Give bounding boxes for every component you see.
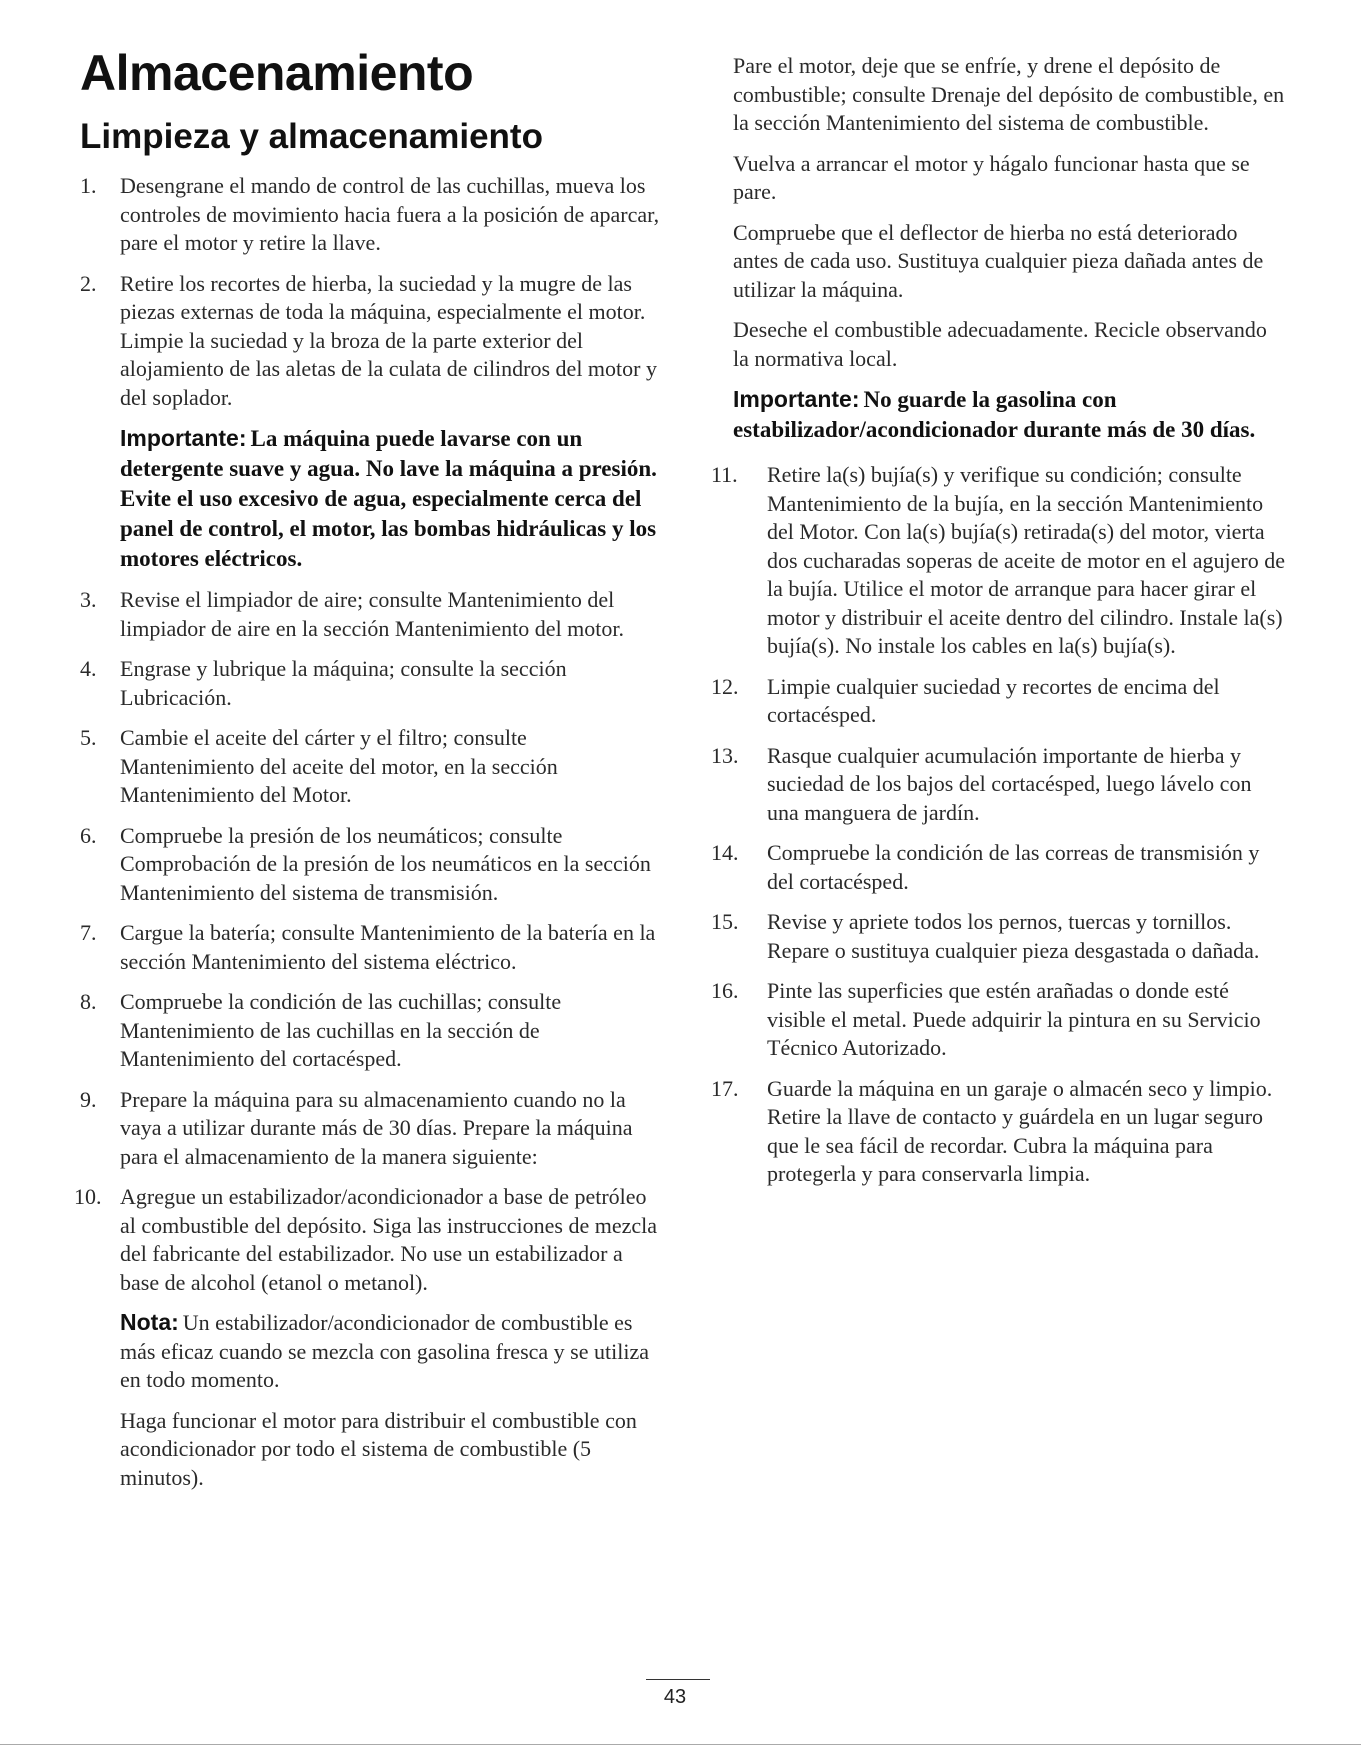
important-note [80, 424, 660, 574]
page-title: Almacenamiento [80, 45, 474, 101]
step-number: 1. [80, 173, 97, 198]
step-text: Agregue un estabilizador/acondicionador a base de petróleo al combustible del depósito. Siga las instrucciones de mezcla del fabricante del estabilizador. No use un estabilizador a base de alcohol (etanol o metanol). [120, 1184, 658, 1295]
step-number: 6. [80, 822, 97, 848]
step-number: 13. [711, 742, 739, 768]
list-item [80, 655, 660, 712]
steps-list-c [711, 461, 1287, 1189]
step-text: Revise y apriete todos los pernos, tuercas y tornillos. Repare o sustituya cualquier pieza desgastada o dañada. [767, 909, 1260, 963]
nota-label: Nota: [120, 1309, 179, 1335]
step-number: 7. [80, 920, 97, 945]
nota-text: Un estabilizador/acondicionador de combustible es más eficaz cuando se mezcla con gasolina fresca y se utiliza en todo momento. [120, 1310, 649, 1392]
left-column [74, 0, 660, 1504]
nota-note [80, 1309, 660, 1395]
list-item [711, 461, 1287, 661]
step-number: 10. [74, 1184, 102, 1209]
section-heading: Limpieza y almacenamiento [80, 117, 543, 156]
step-text: Cargue la batería; consulte Mantenimiento de la batería en la sección Mantenimiento del sistema eléctrico. [120, 920, 656, 974]
step-number: 3. [80, 587, 97, 612]
step-text: Desengrane el mando de control de las cuchillas, mueva los controles de movimiento hacia fuera a la posición de aparcar, pare el motor y retire la llave. [120, 173, 660, 255]
step-text: Guarde la máquina en un garaje o almacén seco y limpio. Retire la llave de contacto y guárdela en un lugar seguro que le sea fácil de recordar. Cubra la máquina para protegerla y para conservarla limpia. [767, 1075, 1273, 1186]
step-number: 17. [711, 1075, 739, 1101]
list-item [80, 988, 660, 1074]
step-text: Prepare la máquina para su almacenamiento cuando no la vaya a utilizar durante más de 30 días. Prepare la máquina para el almacenamiento de la manera siguiente: [120, 1086, 633, 1169]
list-item [80, 822, 660, 908]
step-text: Compruebe la presión de los neumáticos; consulte Comprobación de la presión de los neumáticos en la sección Mantenimiento del sistema de transmisión. [120, 822, 651, 905]
important-text: La máquina puede lavarse con un detergente suave y agua. No lave la máquina a presión. Evite el uso excesivo de agua, especialmente cerca del panel de control, el motor, las bombas hidráulicas y los motores eléctricos. [120, 426, 657, 571]
steps-list-b [74, 586, 660, 1297]
list-item [80, 1086, 660, 1172]
list-item [80, 172, 660, 258]
step-text: Limpie cualquier suciedad y recortes de encima del cortacésped. [767, 673, 1220, 727]
list-item [80, 919, 660, 976]
list-item [711, 673, 1287, 730]
list-item [711, 742, 1287, 828]
step-text: Rasque cualquier acumulación importante de hierba y suciedad de los bajos del cortacésped, luego lávelo con una manguera de jardín. [767, 742, 1252, 825]
bottom-divider [0, 1744, 1361, 1745]
step-text: Compruebe la condición de las cuchillas; consulte Mantenimiento de las cuchillas en la sección de Mantenimiento del cortacésped. [120, 989, 562, 1071]
list-item [80, 724, 660, 810]
step-text: Pinte las superficies que estén arañadas o donde esté visible el metal. Puede adquirir la pintura en su Servicio Técnico Autorizado. [767, 978, 1261, 1060]
step-number: 11. [711, 462, 738, 487]
paragraph: Vuelva a arrancar el motor y hágalo funcionar hasta que se pare. [733, 150, 1250, 204]
page-number: 43 [663, 1686, 687, 1708]
step-number: 2. [80, 270, 97, 296]
step-number: 14. [711, 840, 739, 865]
step-text: Engrase y lubrique la máquina; consulte la sección Lubricación. [120, 656, 567, 710]
step-text: Retire los recortes de hierba, la suciedad y la mugre de las piezas externas de toda la máquina, especialmente el motor. Limpie la suciedad y la broza de la parte exterior del alojamiento de las aletas de la culata de cilindros del motor y del soplador. [120, 270, 657, 410]
list-item [80, 586, 660, 643]
list-item [711, 977, 1287, 1063]
paragraph: Pare el motor, deje que se enfríe, y drene el depósito de combustible; consulte Drenaje del depósito de combustible, en la sección Mantenimiento del sistema de combustible. [733, 53, 1285, 135]
right-column [711, 52, 1287, 1201]
step-number: 16. [711, 978, 739, 1003]
steps-list-a [80, 172, 660, 412]
paragraph: Haga funcionar el motor para distribuir el combustible con acondicionador por todo el sistema de combustible (5 minutos). [120, 1407, 637, 1490]
step-number: 15. [711, 909, 739, 934]
list-item [711, 1075, 1287, 1189]
paragraph: Deseche el combustible adecuadamente. Recicle observando la normativa local. [733, 317, 1267, 371]
step-number: 4. [80, 656, 97, 681]
step-text: Revise el limpiador de aire; consulte Mantenimiento del limpiador de aire en la sección Mantenimiento del motor. [120, 587, 625, 641]
list-item [80, 270, 660, 413]
list-item [711, 908, 1287, 965]
step-text: Compruebe la condición de las correas de transmisión y del cortacésped. [767, 840, 1260, 894]
step-number: 8. [80, 989, 97, 1014]
list-item [74, 1183, 660, 1297]
step-number: 5. [80, 725, 97, 750]
step-number: 12. [711, 673, 739, 699]
page-number-rule [646, 1679, 710, 1680]
step-text: Retire la(s) bujía(s) y verifique su condición; consulte Mantenimiento de la bujía, en la sección Mantenimiento del Motor. Con la(s) bujía(s) retirada(s) del motor, vierta dos cucharadas soperas de aceite de motor en el agujero de la bujía. Utilice el motor de arranque para hacer girar el motor y distribuir el aceite dentro del cilindro. Instale la(s) bujía(s). No instale los cables en la(s) bujía(s). [767, 462, 1285, 658]
paragraph: Compruebe que el deflector de hierba no está deteriorado antes de cada uso. Sustituya cualquier pieza dañada antes de utilizar la máquina. [733, 219, 1264, 302]
step-text: Cambie el aceite del cárter y el filtro; consulte Mantenimiento del aceite del motor, en la sección Mantenimiento del Motor. [120, 725, 558, 807]
important-label: Importante: [733, 386, 860, 412]
important-text: No guarde la gasolina con estabilizador/acondicionador durante más de 30 días. [733, 387, 1256, 442]
important-label: Importante: [120, 425, 247, 451]
step-number: 9. [80, 1086, 97, 1112]
list-item [711, 839, 1287, 896]
important-note [727, 385, 1287, 445]
